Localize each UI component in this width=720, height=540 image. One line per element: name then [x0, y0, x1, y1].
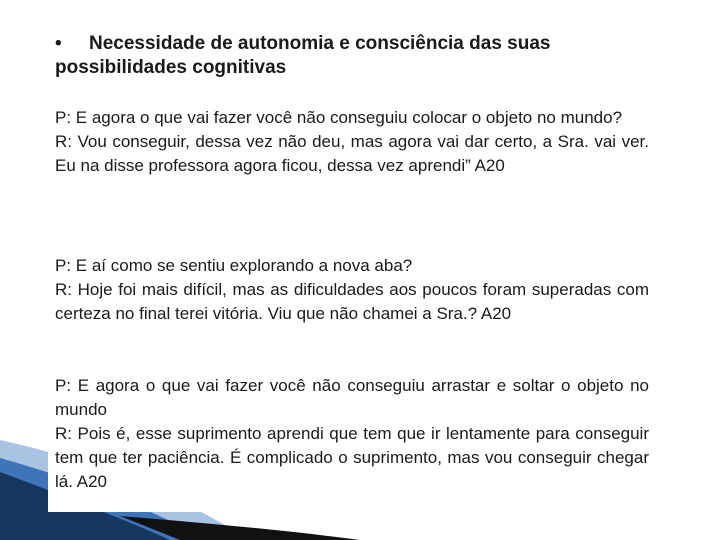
- qa-block: [55, 106, 649, 178]
- content-panel: [48, 14, 660, 512]
- answer-text: R: Hoje foi mais difícil, mas as dificuldades aos poucos foram superadas com certeza no final terei vitória. Viu que não chamei a Sra.? A20: [55, 280, 649, 323]
- slide-heading: [55, 32, 655, 80]
- question-text: P: E aí como se sentiu explorando a nova aba?: [55, 256, 413, 275]
- heading-text: Necessidade de autonomia e consciência das suas possibilidades cognitivas: [55, 33, 551, 78]
- question-text: P: E agora o que vai fazer você não conseguiu arrastar e soltar o objeto no mundo: [55, 376, 649, 419]
- qa-block: [55, 254, 649, 326]
- bullet-icon: •: [55, 33, 62, 54]
- qa-block: [55, 374, 649, 494]
- question-text: P: E agora o que vai fazer você não conseguiu colocar o objeto no mundo?: [55, 108, 623, 127]
- answer-text: R: Vou conseguir, dessa vez não deu, mas agora vai dar certo, a Sra. vai ver. Eu na disse professora agora ficou, dessa vez aprendi” A20: [55, 132, 649, 175]
- answer-text: R: Pois é, esse suprimento aprendi que tem que ir lentamente para conseguir tem que ter paciência. É complicado o suprimento, mas vou conseguir chegar lá. A20: [55, 424, 649, 491]
